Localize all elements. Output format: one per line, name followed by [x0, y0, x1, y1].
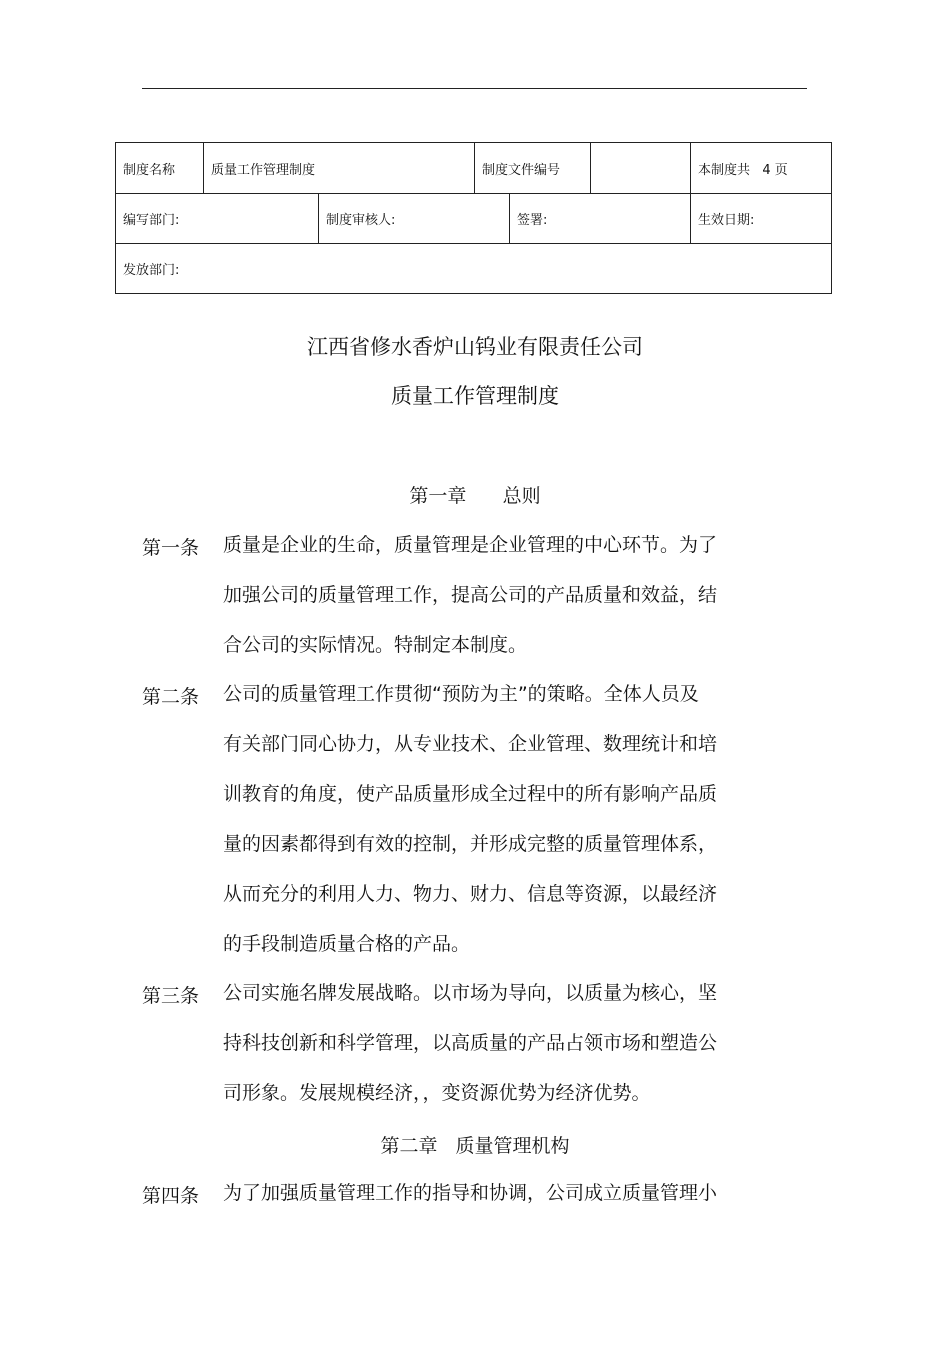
- article-body: [223, 682, 772, 982]
- policy-name-label: 制度名称: [123, 162, 176, 178]
- article-body: [223, 1181, 772, 1231]
- article-line: 量的因素都得到有效的控制，并形成完整的质量管理体系，: [223, 833, 718, 855]
- article-line: 合公司的实际情况。特制定本制度。: [223, 634, 528, 656]
- article-line: 加强公司的质量管理工作，提高公司的产品质量和效益，结: [223, 584, 718, 606]
- article-line: 质量是企业的生命，质量管理是企业管理的中心环节。为了: [223, 534, 718, 556]
- reviewer-label: 制度审核人:: [318, 193, 509, 243]
- article-line: 持科技创新和科学管理，以高质量的产品占领市场和塑造公: [223, 1032, 718, 1054]
- article-line: 公司的质量管理工作贯彻“预防为主”的策略。全体人员及: [223, 683, 699, 705]
- info-row-3: [116, 243, 831, 293]
- article-line: 的手段制造质量合格的产品。: [223, 933, 471, 955]
- article-line: 从而充分的利用人力、物力、财力、信息等资源，以最经济: [223, 883, 718, 905]
- header-rule: [142, 88, 807, 89]
- chapter-1-title: 第一章 总则: [409, 485, 541, 507]
- issuing-dept-label: 发放部门:: [123, 262, 180, 278]
- article-label: 第一条: [142, 537, 200, 559]
- signature-label: 签署:: [509, 193, 690, 243]
- document-info-table: [115, 142, 832, 294]
- article-label: 第三条: [142, 985, 200, 1007]
- article-line: 公司实施名牌发展战略。以市场为导向，以质量为核心，坚: [223, 982, 718, 1004]
- article-line: 为了加强质量管理工作的指导和协调，公司成立质量管理小: [223, 1182, 718, 1204]
- drafting-dept-label: 编写部门:: [123, 212, 180, 228]
- article-label: 第二条: [142, 686, 200, 708]
- file-number-label: 制度文件编号: [474, 143, 590, 193]
- info-row-2: [116, 193, 831, 244]
- document-title: 质量工作管理制度: [391, 384, 559, 408]
- article-body: [223, 981, 772, 1131]
- chapter-2-title: 第二章 质量管理机构: [380, 1135, 570, 1157]
- article-line: 有关部门同心协力，从专业技术、企业管理、数理统计和培: [223, 733, 718, 755]
- policy-name-value: 质量工作管理制度: [203, 143, 474, 193]
- effective-date-label: 生效日期:: [690, 193, 831, 243]
- file-number-value: [590, 143, 690, 193]
- article-line: 训教育的角度，使产品质量形成全过程中的所有影响产品质: [223, 783, 718, 805]
- article-label: 第四条: [142, 1185, 200, 1207]
- article-body: [223, 533, 772, 683]
- info-row-1: [116, 143, 831, 194]
- article-line: 司形象。发展规模经济，，变资源优势为经济优势。: [223, 1082, 651, 1104]
- company-name: 江西省修水香炉山钨业有限责任公司: [307, 335, 643, 359]
- page-count: 本制度共 4 页: [690, 143, 831, 193]
